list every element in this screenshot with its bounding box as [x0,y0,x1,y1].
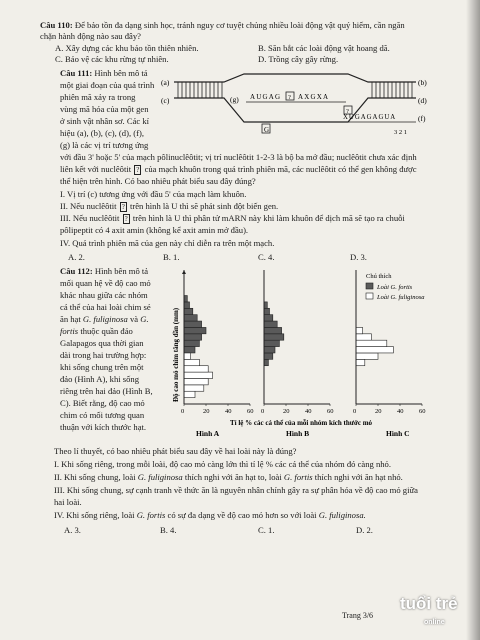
bar-1-0-12 [264,321,277,327]
top-strand [174,74,416,82]
tick-label-1-1: 20 [283,408,290,415]
q112-statement-4 [54,510,366,521]
q110-title: Câu 110: [40,20,73,30]
q111-line1 [60,68,148,79]
bar-2-0-6 [356,359,365,365]
q112-statement-2 [54,472,403,483]
chart-ylabel: Độ cao mỏ chim tăng dần (mm) [172,307,180,402]
q111-line9 [60,164,417,175]
g-box-label: G [264,126,270,134]
legend-title: Chú thích [366,273,392,280]
chart-b [261,270,334,415]
label-g: (g) [230,95,239,104]
q112-text-5 [60,326,133,337]
bar-0-0-13 [184,315,197,321]
q110-line1 [40,20,405,31]
legend-swatch-fortis [366,283,373,289]
bar-0-1-4 [184,372,213,378]
q112-text-0: Hình bên mô tả [94,266,149,276]
chart-xlabel: Tỉ lệ % các cá thể của mỗi nhóm kích thước mỏ [230,419,373,427]
bar-2-0-7 [356,353,378,359]
q110-text1: Để bảo tồn đa dạng sinh học, tránh nguy cơ tuyệt chủng nhiều loài động vật quý hiếm, cần ngăn [74,20,405,30]
q112-text-6: Galapagos qua thời gian [60,338,144,348]
q112-s2b: G. fuliginosa [137,472,183,482]
q112-text-5a: fortis [60,326,79,336]
q111-text-0: Hình bên mô tả [94,68,148,78]
q112-text-4d: G. [140,314,149,324]
bar-1-0-8 [264,347,275,353]
q111-line9b: của mạch khuôn trong quá trình phiên mã, các nuclêôtit có thể gen không được [144,164,417,174]
page-edge-shadow [466,0,480,640]
q111-text-4: ở sinh vật nhân sơ. Các kí [60,116,150,126]
tick-label-2-3: 60 [419,408,426,415]
q110-option-d: D. Trồng cây gây rừng. [258,54,339,64]
q112-text-12: chim có mối tương quan [60,410,145,420]
q111-statement-4: IV. Quá trình phiên mã của gen này chỉ diễn ra trên một mạch. [60,238,275,248]
q112-text-11: C). Biết rằng, độ cao mỏ [60,398,145,408]
right-rungs [372,82,412,98]
bar-0-1-1 [184,391,195,397]
q112-s2c: thích nghi với ăn hạt to, loài [184,472,282,482]
label-d: (d) [418,96,427,105]
q112-s4c: có sự đa dạng về độ cao mỏ hơn so với loài [167,510,317,520]
q112-text-4a: ăn hạt [60,314,81,324]
bar-0-0-10 [184,334,202,340]
caption-hinh-a: Hình A [196,429,220,438]
q112-s2e: thích nghi với ăn hạt nhỏ. [314,472,403,482]
tick-label-2-0: 0 [353,408,357,415]
q112-s4a: IV. Khi sống riêng, loài [54,510,135,520]
rna-seq: AUGAG [250,93,282,101]
q112-s4b: G. fortis [136,510,166,520]
bar-0-0-14 [184,308,193,314]
q111-option-a: A. 2. [68,252,85,262]
q112-option-c: C. 1. [258,525,275,535]
q111-s2b: trên hình là U thì sẽ phát sinh đột biến gen. [129,201,279,211]
tick-label-0-1: 20 [203,408,210,415]
q111-option-d: D. 3. [350,252,367,262]
caption-hinh-c: Hình C [386,429,410,438]
chart-a [181,270,254,415]
bar-1-0-13 [264,315,273,321]
tick-label-1-0: 0 [261,408,265,415]
tick-label-0-0: 0 [181,408,185,415]
left-rungs [178,82,222,98]
chart-c [353,270,426,415]
bar-1-0-7 [264,353,273,359]
label-a: (a) [161,78,170,87]
q112-text-2: khác nhau giữa các nhóm [60,290,148,300]
q111-text-2: phiên mã xảy ra trong [60,92,136,102]
q111-statement-3-cont: pôlipeptit có 4 axit amin (không kể axit amin mở đầu). [60,225,249,235]
q112-text-5b: thuộc quần đảo [80,326,133,336]
q111-line9a: liên kết với nuclêôtit [60,164,132,174]
bar-1-0-11 [264,327,282,333]
q112-text-9: đảo (Hình A), khi sống [60,374,140,384]
q112-text-10: riêng trên hai đảo (Hình B, [60,386,153,396]
codon-numbers: 3 2 1 [394,129,407,136]
q112-text-4c: và [129,314,139,324]
q111-statement-3 [60,213,405,224]
bar-0-0-9 [184,340,199,346]
q110-line2: chặn hành động nào sau đây? [40,31,141,41]
q112-text-13: thuận với kích thước hạt. [60,422,147,432]
q112-text-7: dài trong hai trường hợp: [60,350,147,360]
label-b: (b) [418,78,427,87]
q111-line8: với đầu 3' hoặc 5' của mạch pôlinuclêôtit; vị trí nuclêôtit 1-2-3 là bộ ba mở đầu; nuclêôtit chưa xác định [60,152,417,162]
q111-line9-box: ? [136,166,140,174]
q111-s2a: II. Nếu nuclêôtit [60,201,117,211]
bar-2-0-10 [356,334,371,340]
bar-0-1-3 [184,378,208,384]
transcription-diagram [160,72,430,144]
label-f: (f) [418,114,426,123]
bar-1-0-9 [264,340,279,346]
q112-intro: Theo lí thuyết, có bao nhiêu phát biểu sau đây về hai loài này là đúng? [54,446,297,456]
q111-s3a: III. Nếu nuclêôtit [60,213,120,223]
q111-line10: thể hiện trên hình. Có bao nhiêu phát biểu sau đây đúng? [60,176,256,186]
bar-0-0-15 [184,302,190,308]
bar-0-0-12 [184,321,202,327]
y-axis-arrow [182,270,186,274]
bar-0-1-6 [184,359,199,365]
beak-depth-charts [160,262,460,440]
q112-text-1: mối quan hệ về độ cao mỏ [60,278,151,288]
legend-swatch-fuliginosa [366,293,373,299]
q111-text-6: (g) là các vị trí tương ứng [60,140,149,150]
rna-unknown-mark: ? [288,94,291,101]
q112-option-b: B. 4. [160,525,177,535]
bar-0-0-8 [184,347,195,353]
watermark-logo: tuổi trẻ [400,594,458,613]
bar-0-1-7 [184,353,191,359]
q111-s3-box: ? [124,215,128,223]
q112-s4d: G. fuliginosa. [318,510,366,520]
legend-fortis: Loài G. fortis [377,284,413,291]
q112-s2a: II. Khi sống chung, loài [54,472,136,482]
q112-line0 [60,266,148,277]
q112-option-d: D. 2. [356,525,373,535]
tick-label-1-2: 40 [305,408,312,415]
caption-hinh-b: Hình B [286,429,310,438]
tick-label-1-3: 60 [327,408,334,415]
bar-2-0-8 [356,347,393,353]
bar-2-0-11 [356,327,363,333]
q110-option-c: C. Bảo vệ các khu rừng tự nhiên. [55,54,169,64]
bar-0-0-11 [184,327,206,333]
bottom-seq: XUGAGAGUA [343,114,397,121]
q111-title: Câu 111: [60,68,93,78]
q112-s2d: G. fortis [283,472,313,482]
label-c: (c) [161,96,170,105]
q111-text-3: vùng mã hóa của một gen [60,104,149,114]
bar-1-0-6 [264,359,268,365]
legend-fuliginosa: Loài G. fuliginosa [377,294,425,301]
q111-option-c: C. 4. [258,252,275,262]
tick-label-2-1: 20 [375,408,382,415]
bar-1-0-14 [264,308,270,314]
page-number: Trang 3/6 [342,611,374,620]
q112-title: Câu 112: [60,266,93,276]
q111-statement-2 [60,201,278,212]
q110-option-b: B. Săn bắt các loài động vật hoang dã. [258,43,390,53]
q111-s2-box: ? [121,203,125,211]
q111-text-1: một giai đoạn của quá trình [60,80,155,90]
q112-statement-1: I. Khi sống riêng, trong mỗi loài, độ cao mỏ càng lớn thì tỉ lệ % các cá thể của nhóm đó càng nhỏ. [54,459,391,469]
q111-text-5: hiệu (a), (b), (c), (d), (f), [60,128,144,138]
q112-text-4b: G. fuliginosa [82,314,128,324]
rna-mid-seq: AXGXA [298,93,330,101]
bar-1-0-10 [264,334,284,340]
q111-statement-1: I. Vị trí (c) tương ứng với đầu 5' của mạch làm khuôn. [60,189,247,199]
q111-s3b: trên hình là U thì phân tử mARN này khi làm khuôn để dịch mã sẽ tạo ra chuỗi [132,213,405,223]
q112-text-4 [60,314,149,325]
tick-label-0-2: 40 [225,408,232,415]
q111-option-b: B. 1. [163,252,180,262]
bar-0-1-5 [184,366,208,372]
tick-label-2-2: 40 [397,408,404,415]
template-unknown-mark: ? [346,108,349,115]
tick-label-0-3: 60 [247,408,254,415]
q112-statement-3-cont: hai loài. [54,497,82,507]
q112-text-8: khi sống chung trên một [60,362,144,372]
q110-option-a: A. Xây dựng các khu bảo tồn thiên nhiên. [55,43,199,53]
q112-statement-3: III. Khi sống chung, sự cạnh tranh về thức ăn là nguyên nhân chính gây ra sự phân hóa về độ cao mỏ giữa [54,485,418,495]
watermark-sub: online [424,619,445,626]
q112-text-3: cá thể của hai loài chim sẻ [60,302,151,312]
bar-0-1-2 [184,385,204,391]
q112-option-a: A. 3. [64,525,81,535]
bar-2-0-9 [356,340,387,346]
